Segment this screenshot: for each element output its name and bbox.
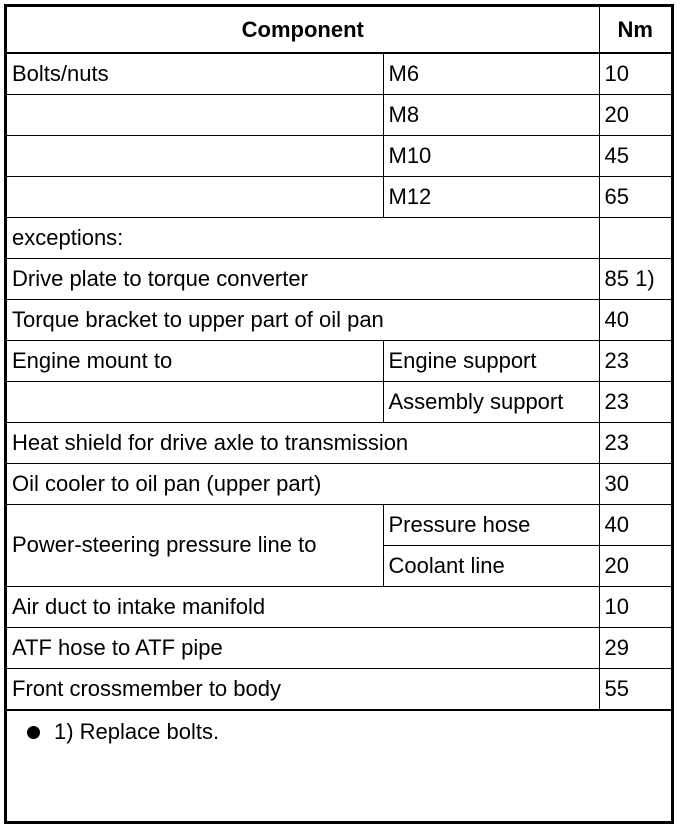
table-row bbox=[7, 422, 671, 463]
table-row bbox=[7, 176, 671, 217]
table-header-row bbox=[7, 7, 671, 53]
header-component: Component bbox=[7, 7, 599, 53]
exceptions-label: exceptions: bbox=[7, 217, 599, 258]
footnote-text: 1) Replace bolts. bbox=[54, 718, 220, 744]
row-value: 23 bbox=[599, 381, 671, 422]
table-row bbox=[7, 586, 671, 627]
table-row bbox=[7, 340, 671, 381]
table-row bbox=[7, 135, 671, 176]
row-detail: Engine support bbox=[383, 340, 599, 381]
row-component: Drive plate to torque converter bbox=[7, 258, 599, 299]
row-value: 30 bbox=[599, 463, 671, 504]
table-row bbox=[7, 463, 671, 504]
row-value: 23 bbox=[599, 340, 671, 381]
table-row bbox=[7, 504, 671, 545]
row-component: ATF hose to ATF pipe bbox=[7, 627, 599, 668]
table-row bbox=[7, 258, 671, 299]
torque-spec-sheet bbox=[4, 4, 674, 824]
table-row bbox=[7, 299, 671, 340]
table-row bbox=[7, 217, 671, 258]
row-value: 55 bbox=[599, 668, 671, 709]
row-component: Engine mount to bbox=[7, 340, 383, 381]
row-component bbox=[7, 135, 383, 176]
row-size: M10 bbox=[383, 135, 599, 176]
row-component: Oil cooler to oil pan (upper part) bbox=[7, 463, 599, 504]
bullet-icon bbox=[27, 726, 40, 739]
row-value: 20 bbox=[599, 94, 671, 135]
row-component bbox=[7, 176, 383, 217]
row-value: 20 bbox=[599, 545, 671, 586]
row-detail: Coolant line bbox=[383, 545, 599, 586]
table-row bbox=[7, 627, 671, 668]
row-component bbox=[7, 381, 383, 422]
row-value: 85 1) bbox=[599, 258, 671, 299]
row-value: 65 bbox=[599, 176, 671, 217]
row-detail: Assembly support bbox=[383, 381, 599, 422]
torque-table bbox=[7, 7, 671, 710]
row-detail: Pressure hose bbox=[383, 504, 599, 545]
row-component: Torque bracket to upper part of oil pan bbox=[7, 299, 599, 340]
row-size: M12 bbox=[383, 176, 599, 217]
row-component: Heat shield for drive axle to transmission bbox=[7, 422, 599, 463]
row-value bbox=[599, 217, 671, 258]
row-value: 40 bbox=[599, 504, 671, 545]
row-component bbox=[7, 94, 383, 135]
table-row bbox=[7, 381, 671, 422]
table-row bbox=[7, 94, 671, 135]
row-value: 10 bbox=[599, 586, 671, 627]
header-unit: Nm bbox=[599, 7, 671, 53]
table-row bbox=[7, 53, 671, 94]
table-row bbox=[7, 668, 671, 709]
row-size: M8 bbox=[383, 94, 599, 135]
row-component: Front crossmember to body bbox=[7, 668, 599, 709]
footnote bbox=[7, 710, 671, 745]
row-value: 29 bbox=[599, 627, 671, 668]
row-component: Air duct to intake manifold bbox=[7, 586, 599, 627]
row-component: Power-steering pressure line to bbox=[7, 504, 383, 586]
row-value: 40 bbox=[599, 299, 671, 340]
row-value: 45 bbox=[599, 135, 671, 176]
row-value: 10 bbox=[599, 53, 671, 94]
row-size: M6 bbox=[383, 53, 599, 94]
row-component: Bolts/nuts bbox=[7, 53, 383, 94]
row-value: 23 bbox=[599, 422, 671, 463]
